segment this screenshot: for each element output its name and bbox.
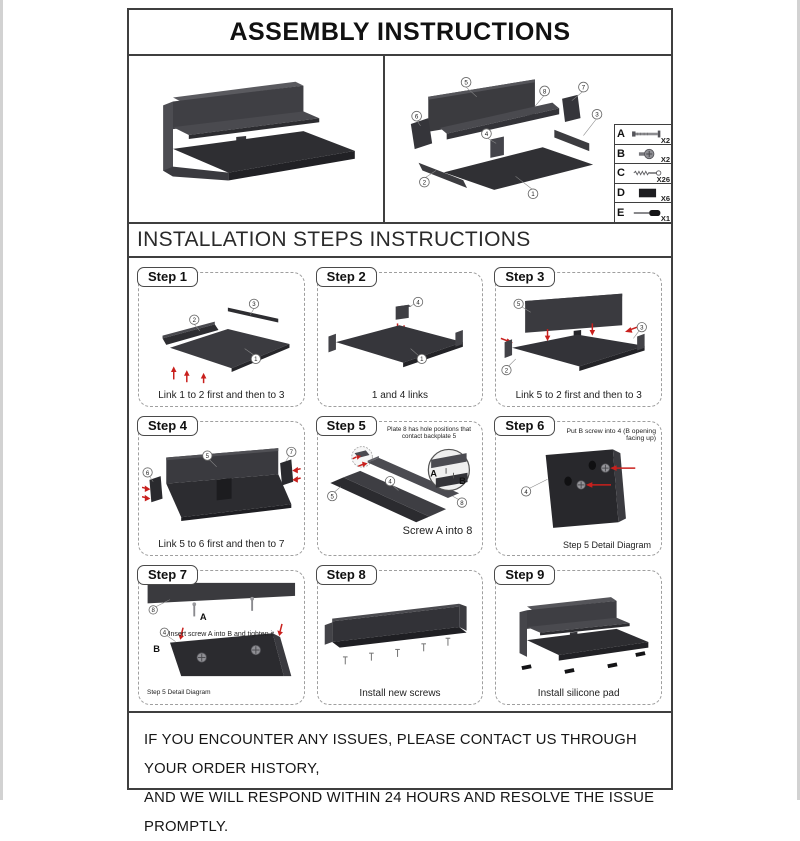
assembled-desk-shelf-illustration (129, 56, 383, 222)
step-1-caption: Link 1 to 2 first and then to 3 (158, 390, 285, 401)
step-5-caption: Screw A into 8 (402, 525, 473, 537)
svg-text:5: 5 (330, 494, 334, 501)
step-3-illustration (499, 284, 658, 389)
step-3-box (495, 269, 662, 407)
svg-text:8: 8 (151, 608, 155, 615)
step-4-caption: Link 5 to 6 first and then to 7 (158, 539, 285, 550)
svg-text:4: 4 (162, 630, 167, 637)
step-7-detail-label-b: B (153, 643, 160, 654)
step-4-illustration (142, 433, 301, 538)
assembled-product-image (129, 56, 385, 222)
svg-text:2: 2 (422, 179, 427, 187)
svg-text:3: 3 (595, 111, 599, 119)
svg-text:8: 8 (459, 500, 464, 507)
section-heading: INSTALLATION STEPS INSTRUCTIONS (137, 228, 531, 251)
svg-text:1: 1 (419, 357, 424, 364)
part-callout-3 (592, 109, 602, 119)
step-6-callout-4 (522, 487, 531, 496)
svg-text:8: 8 (542, 88, 547, 96)
step-1-callout-2 (190, 315, 199, 324)
step-9-box (495, 567, 662, 705)
step-3-callout-5 (514, 299, 523, 308)
hardware-row-a (615, 125, 671, 145)
step-8-illustration (321, 582, 480, 687)
step-7-callout-8 (149, 606, 157, 615)
step-6-label: Step 6 (494, 416, 555, 436)
svg-text:4: 4 (416, 300, 420, 307)
svg-text:3: 3 (252, 302, 256, 309)
step-2-callout-1 (417, 354, 426, 363)
part-callout-1 (528, 189, 538, 199)
part-callout-8 (540, 86, 550, 96)
step-7-box (138, 567, 305, 705)
step-3-callout-3 (637, 322, 646, 331)
title-section (129, 10, 671, 56)
step-9-caption: Install silicone pad (537, 688, 620, 699)
step-4-callout-6 (143, 468, 152, 477)
hardware-row-e (615, 203, 671, 222)
svg-text:5: 5 (464, 79, 468, 87)
svg-text:2: 2 (505, 368, 509, 375)
step-9-illustration (499, 582, 658, 687)
hardware-qty-b: X2 (660, 155, 670, 165)
svg-text:4: 4 (484, 131, 489, 139)
exploded-view-cell (385, 56, 671, 222)
step-8-box (317, 567, 484, 705)
step-4-box (138, 418, 305, 556)
hardware-label-a: A (617, 128, 625, 141)
footer-line-1: IF YOU ENCOUNTER ANY ISSUES, PLEASE CONTACT US THROUGH YOUR ORDER HISTORY, (144, 732, 637, 777)
step-5-detail-label-a: A (429, 468, 437, 479)
svg-text:4: 4 (388, 479, 392, 486)
step-5-note: Plate 8 has hole positions that contact backplate 5 (386, 426, 471, 440)
step-7-caption: Step 5 Detail Diagram (147, 689, 211, 696)
svg-text:4: 4 (524, 489, 529, 496)
part-callout-7 (579, 82, 589, 92)
svg-text:3: 3 (640, 325, 644, 332)
step-8-label: Step 8 (316, 565, 377, 585)
step-1-label: Step 1 (137, 267, 198, 287)
svg-text:6: 6 (145, 470, 150, 477)
step-3-callout-2 (502, 365, 511, 374)
part-callout-4 (482, 129, 492, 139)
product-images-row (129, 56, 671, 224)
step-7-label: Step 7 (137, 565, 198, 585)
part-callout-6 (412, 111, 422, 121)
step-4-callout-7 (287, 447, 296, 456)
hardware-qty-c: X26 (656, 174, 670, 184)
step-4-callout-5 (203, 451, 212, 460)
step-7-detail-label-a: A (199, 612, 207, 623)
screw-b-3 (197, 653, 206, 662)
step-7-note: Insert screw A into B and tighten it (168, 630, 275, 638)
step-7-illustration (142, 572, 301, 687)
section-heading-bar (129, 224, 671, 258)
screw-b-1 (577, 481, 585, 489)
step-2-illustration (321, 284, 480, 389)
step-1-box (138, 269, 305, 407)
step-5-callout-8 (457, 498, 466, 507)
footer-notice (129, 711, 671, 835)
step-3-caption: Link 5 to 2 first and then to 3 (515, 390, 642, 401)
svg-text:5: 5 (205, 453, 210, 460)
hardware-list (614, 124, 672, 223)
step-6-caption: Step 5 Detail Diagram (562, 540, 651, 550)
step-3-label: Step 3 (494, 267, 555, 287)
step-5-label: Step 5 (316, 416, 377, 436)
svg-text:7: 7 (289, 450, 294, 457)
exploded-view-illustration (385, 58, 617, 218)
hardware-qty-d: X6 (660, 194, 670, 204)
svg-text:5: 5 (517, 302, 521, 309)
instruction-sheet (127, 8, 673, 835)
step-9-label: Step 9 (494, 565, 555, 585)
screw-a-1 (192, 602, 196, 616)
svg-text:1: 1 (254, 357, 258, 364)
part-callout-2 (420, 177, 430, 187)
step-5-box (317, 418, 484, 556)
footer-line-2: AND WE WILL RESPOND WITHIN 24 HOURS AND RESOLVE THE ISSUE PROMPTLY. (144, 789, 655, 835)
svg-text:6: 6 (414, 113, 419, 121)
step-5-detail-label-b: B (458, 475, 466, 486)
red-arrow-up (171, 366, 206, 383)
step-8-caption: Install new screws (359, 688, 441, 699)
steps-grid (129, 258, 671, 711)
step-1-illustration (142, 284, 301, 389)
step-6-note: Put B screw into 4 (B opening facing up) (566, 428, 656, 442)
step-2-caption: 1 and 4 links (371, 390, 429, 401)
step-1-callout-1 (251, 354, 260, 363)
step-5-callout-5 (327, 491, 336, 500)
step-6-box (495, 418, 662, 556)
hardware-row-d (615, 184, 671, 204)
screw-b-2 (602, 464, 610, 472)
screw-b-4 (251, 645, 260, 654)
step-1-callout-3 (249, 299, 258, 308)
hardware-row-c (615, 164, 671, 184)
step-2-label: Step 2 (316, 267, 377, 287)
svg-text:1: 1 (531, 191, 535, 199)
step-4-label: Step 4 (137, 416, 198, 436)
hardware-qty-a: X2 (660, 135, 670, 145)
hardware-label-c: C (617, 167, 625, 180)
step-2-box (317, 269, 484, 407)
hardware-label-e: E (617, 206, 625, 219)
step-2-callout-4 (413, 297, 422, 306)
page-edge-left (0, 0, 3, 800)
page-title: ASSEMBLY INSTRUCTIONS (229, 17, 571, 46)
hardware-qty-e: X1 (660, 213, 670, 223)
hardware-label-b: B (617, 147, 625, 160)
svg-text:2: 2 (192, 318, 196, 325)
svg-text:7: 7 (581, 84, 586, 92)
screw-a-2 (250, 597, 254, 611)
hardware-label-d: D (617, 187, 625, 200)
step-5-callout-4 (385, 476, 394, 485)
part-callout-5 (461, 77, 471, 87)
hardware-row-b (615, 145, 671, 165)
step-6-illustration (499, 438, 658, 543)
